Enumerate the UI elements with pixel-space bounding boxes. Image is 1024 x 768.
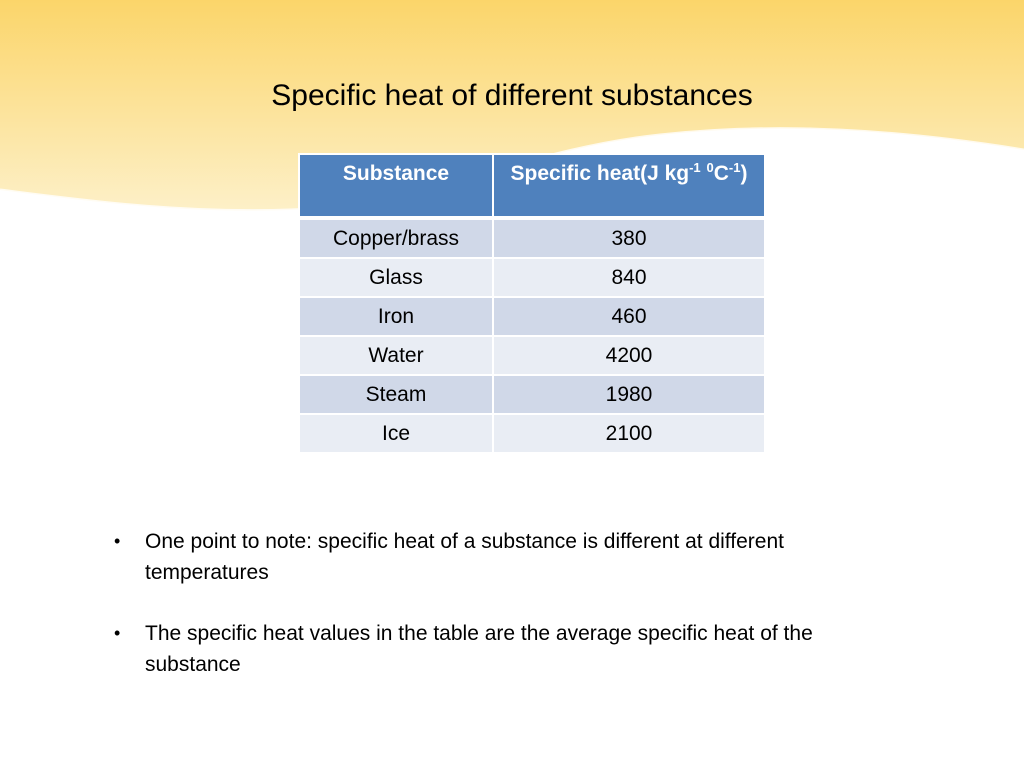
table-row: [299, 258, 765, 297]
bullet-text: One point to note: specific heat of a substance is different at different temperatures: [145, 530, 784, 584]
cell-value: 1980: [493, 375, 765, 414]
cell-value: 2100: [493, 414, 765, 453]
cell-substance: Glass: [299, 258, 493, 297]
header-sup-kg-exponent: -1: [689, 160, 701, 175]
header-close-paren: ): [740, 162, 748, 185]
cell-value: 4200: [493, 336, 765, 375]
table-row: [299, 375, 765, 414]
table-header-row: [299, 154, 765, 218]
header-sup-degree: 0: [706, 160, 714, 175]
cell-substance: Ice: [299, 414, 493, 453]
bullet-marker: •: [114, 623, 121, 643]
header-substance: Substance: [299, 154, 493, 218]
cell-substance: Iron: [299, 297, 493, 336]
table-row: [299, 336, 765, 375]
header-unit-c: C: [713, 162, 729, 185]
specific-heat-table-container: [298, 153, 766, 454]
cell-value: 380: [493, 218, 765, 258]
bullet-item: [114, 618, 894, 680]
header-specific-heat: [493, 154, 765, 218]
bullet-text: The specific heat values in the table are the average specific heat of the substance: [145, 622, 813, 676]
bullet-list: [114, 526, 894, 710]
header-specific-heat-main: Specific heat(J kg: [510, 162, 690, 185]
slide-title: Specific heat of different substances: [271, 79, 753, 112]
cell-substance: Copper/brass: [299, 218, 493, 258]
table-row: [299, 297, 765, 336]
table-row: [299, 414, 765, 453]
cell-value: 460: [493, 297, 765, 336]
cell-substance: Steam: [299, 375, 493, 414]
bullet-item: [114, 526, 894, 588]
table-row: [299, 218, 765, 258]
header-sup-c-exponent: -1: [728, 160, 741, 175]
bullet-marker: •: [114, 531, 121, 551]
specific-heat-table: [298, 153, 766, 454]
cell-substance: Water: [299, 336, 493, 375]
cell-value: 840: [493, 258, 765, 297]
